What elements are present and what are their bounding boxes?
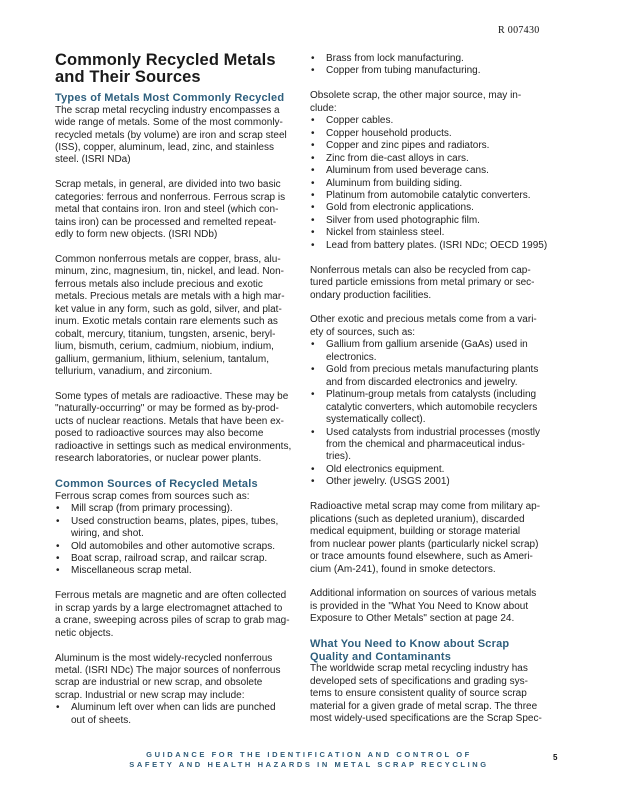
list-item [310,115,562,127]
list-item [310,202,562,214]
list-item-text: Platinum from automobile catalytic converters. [326,189,531,201]
list-item [310,476,562,488]
list-item-text: Old electronics equipment. [326,463,445,475]
text-line: tured particle emissions from metal primary or sec- [310,277,535,289]
text-line: ferrous metals also include precious and exotic [55,278,263,290]
list-item-text: Mill scrap (from primary processing). [71,503,233,515]
bullet-list [55,503,305,578]
list-item [310,140,562,152]
bullet-icon: • [311,189,315,201]
list-item-text: Aluminum left over when can lids are punched [71,702,276,714]
list-item-text: Boat scrap, railroad scrap, and railcar scrap. [71,552,268,564]
text-line: Quality and Contaminants [310,650,452,663]
paragraph-gap [55,466,305,478]
text-line: cobalt, mercury, titanium, tungsten, arsenic, beryl- [55,328,276,340]
list-item [55,553,305,565]
list-item-text: and from discarded electronics and jewelry. [326,376,518,388]
bullet-icon: • [311,127,315,139]
text-line: Other exotic and precious metals come from a vari- [310,314,537,326]
text-line: a crane, sweeping across piles of scrap to grab mag- [55,615,290,627]
text-line: scrap. Industrial or new scrap may include: [55,689,245,701]
list-item [310,165,562,177]
text-line: developed sets of specifications and grading sys- [310,675,528,687]
text-line: inum. Exotic metals contain rare elements such as [55,316,278,328]
paragraph [310,90,562,115]
text-line: Additional information on sources of various metals [310,588,537,600]
text-line: most widely-used specifications are the Scrap Spec- [310,713,542,725]
bullet-icon: • [56,540,60,552]
paragraph [55,179,305,241]
bullet-icon: • [311,177,315,189]
bullet-icon: • [311,214,315,226]
bullet-icon: • [311,53,315,64]
text-line: Types of Metals Most Commonly Recycled [55,92,285,104]
text-line: metal that contains iron. Iron and steel (which con- [55,204,279,216]
list-item [310,215,562,227]
paragraph-gap [310,302,562,314]
bullet-icon: • [311,152,315,164]
text-line: Some types of metals are radioactive. These may be [55,390,289,402]
text-line: Ferrous scrap comes from sources such as: [55,490,250,502]
bullet-list [310,53,562,78]
text-line: Aluminum is the most widely-recycled nonferrous [55,652,273,664]
paragraph-gap [310,78,562,90]
bullet-list [55,702,305,727]
list-item-text: Silver from used photographic film. [326,214,480,226]
text-line: metal. (ISRI NDc) The major sources of nonferrous [55,665,281,677]
list-item [55,565,305,577]
list-item-text: Aluminum from used beverage cans. [326,165,489,177]
paragraph [310,265,562,302]
footer-line-1: GUIDANCE FOR THE IDENTIFICATION AND CONTROL OF [146,750,472,759]
list-item-text: Gallium from gallium arsenide (GaAs) used in [326,339,528,351]
paragraph-gap [310,626,562,638]
bullet-icon: • [311,227,315,239]
bullet-icon: • [311,165,315,177]
text-line: (ISS), copper, aluminum, lead, zinc, and stainless [55,141,274,153]
list-item-text: from the chemical and pharmaceutical indus- [326,439,525,450]
paragraph-gap [310,489,562,501]
text-line: tellurium, vanadium, and zirconium. [55,366,213,378]
list-item [310,389,562,426]
text-line: research laboratories, or nuclear power plants. [55,453,262,465]
text-line: posed to radioactive sources may also become [55,428,264,440]
paragraph [310,663,562,725]
text-line: Obsolete scrap, the other major source, may in- [310,90,522,102]
text-line: and Their Sources [55,67,201,86]
text-line: Scrap metals, in general, are divided into two basic [55,179,281,191]
bullet-icon: • [311,239,315,251]
text-line: Nonferrous metals can also be recycled from cap- [310,264,531,276]
text-line: steel. (ISRI NDa) [55,154,131,166]
bullet-icon: • [56,702,60,714]
text-line: gallium, germanium, lithium, selenium, tantalum, [55,353,269,365]
bullet-list [310,115,562,252]
paragraph [55,254,305,379]
text-line: What You Need to Know about Scrap [310,638,510,651]
list-item [310,464,562,476]
bullet-icon: • [311,389,315,401]
list-item-text: Brass from lock manufacturing. [326,53,464,64]
page-number: 5 [553,753,558,762]
text-line: tains iron) can be processed and remelted repeat- [55,216,277,228]
left-column [55,52,305,727]
list-item-text: systematically collect). [326,414,426,426]
list-item-text: Copper from tubing manufacturing. [326,65,481,77]
list-item [310,178,562,190]
bullet-icon: • [311,339,315,351]
bullet-icon: • [311,476,315,488]
list-item [310,128,562,140]
list-item [310,364,562,389]
paragraph [310,501,562,576]
bullet-icon: • [311,140,315,152]
paragraph [55,491,305,503]
bullet-icon: • [311,463,315,475]
text-line: ondary production facilities. [310,289,432,301]
text-line: metals. Precious metals are metals with a high mar- [55,291,285,303]
paragraph [310,588,562,625]
paragraph-gap [55,242,305,254]
bullet-icon: • [311,115,315,127]
paragraph-gap [55,167,305,179]
document-id: R 007430 [498,25,540,36]
text-line: The worldwide scrap metal recycling industry has [310,663,528,675]
text-line: netic objects. [55,627,114,639]
paragraph [55,105,305,167]
text-line: or trace amounts found elsewhere, such as Ameri- [310,551,533,563]
text-line: in scrap yards by a large electromagnet attached to [55,602,283,614]
list-item [55,702,305,727]
section-heading [55,478,305,491]
paragraph [55,391,305,466]
footer-line-2: SAFETY AND HEALTH HAZARDS IN METAL SCRAP RECYCLING [129,760,489,769]
right-column [310,53,562,726]
list-item-text: wiring, and shot. [71,528,144,540]
bullet-icon: • [311,426,315,438]
text-line: ety of sources, such as: [310,326,416,338]
text-line: Radioactive metal scrap may come from military ap- [310,501,541,513]
list-item-text: out of sheets. [71,714,132,726]
section-heading [310,638,562,663]
text-line: cium (Am-241), found in smoke detectors. [310,563,496,575]
list-item-text: Copper cables. [326,115,394,127]
section-heading [55,92,305,105]
list-item-text: catalytic converters, which automobile recyclers [326,401,538,413]
bullet-icon: • [56,565,60,577]
list-item-text: Copper household products. [326,127,452,139]
list-item-text: electronics. [326,351,377,363]
text-line: Exposure to Other Metals" section at page 24. [310,613,515,625]
text-line: edly to form new objects. (ISRI NDb) [55,229,218,241]
list-item-text: Zinc from die-cast alloys in cars. [326,152,469,164]
text-line: minum, zinc, magnesium, tin, nickel, and lead. Non- [55,266,284,278]
text-line: lium, bismuth, cerium, cadmium, niobium, indium, [55,341,274,353]
list-item-text: Copper and zinc pipes and radiators. [326,140,490,152]
text-line: is provided in the "What You Need to Know about [310,600,529,612]
list-item [310,65,562,77]
list-item [310,53,562,65]
text-line: radioactive in settings such as medical environments, [55,440,292,452]
list-item-text: Old automobiles and other automotive scraps. [71,540,275,552]
paragraph-gap [310,576,562,588]
text-line: Common nonferrous metals are copper, brass, alu- [55,254,281,265]
paragraph [55,653,305,703]
text-line: plications (such as depleted uranium), discarded [310,513,525,525]
text-line: Ferrous metals are magnetic and are often collected [55,590,287,602]
list-item-text: Used construction beams, plates, pipes, tubes, [71,515,279,527]
list-item-text: tries). [326,451,351,463]
bullet-icon: • [311,202,315,214]
text-line: wide range of metals. Some of the most commonly- [55,117,283,129]
text-line: scrap are industrial or new scrap, and obsolete [55,677,263,689]
list-item [310,153,562,165]
text-line: Common Sources of Recycled Metals [55,478,258,491]
text-line: medical equipment, building or storage material [310,526,521,538]
list-item [310,190,562,202]
paragraph [55,590,305,640]
text-line: "naturally-occurring" or may be formed as by-prod- [55,403,279,415]
list-item-text: Nickel from stainless steel. [326,227,445,239]
list-item-text: Other jewelry. (USGS 2001) [326,476,450,488]
paragraph [310,314,562,339]
bullet-list [310,339,562,488]
list-item-text: Lead from battery plates. (ISRI NDc; OECD 1995) [326,239,548,251]
list-item-text: Gold from precious metals manufacturing plants [326,364,539,376]
text-line: Commonly Recycled Metals [55,51,276,69]
bullet-icon: • [56,503,60,515]
text-line: material for a given grade of metal scrap. The three [310,700,538,712]
footer [0,750,618,770]
list-item [310,427,562,464]
text-line: ket value in any form, such as gold, silver, and plat- [55,303,282,315]
text-line: The scrap metal recycling industry encompasses a [55,104,280,116]
page-title [55,52,305,85]
paragraph-gap [55,640,305,652]
bullet-icon: • [56,515,60,527]
text-line: categories: ferrous and nonferrous. Ferrous scrap is [55,191,286,203]
paragraph-gap [55,578,305,590]
list-item-text: Miscellaneous scrap metal. [71,565,192,577]
bullet-icon: • [311,65,315,77]
text-line: from nuclear power plants (particularly nickel scrap) [310,538,539,550]
paragraph-gap [55,379,305,391]
list-item-text: Used catalysts from industrial processes (mostly [326,426,540,438]
list-item [310,339,562,364]
list-item [310,227,562,239]
list-item-text: Platinum-group metals from catalysts (including [326,389,537,401]
list-item-text: Aluminum from building siding. [326,177,463,189]
bullet-icon: • [311,364,315,376]
list-item [55,541,305,553]
list-item [310,240,562,252]
text-line: recycled metals (by volume) are iron and scrap steel [55,129,287,141]
list-item [55,516,305,541]
paragraph-gap [310,252,562,264]
list-item [55,503,305,515]
text-line: tems to ensure consistent quality of source scrap [310,688,527,700]
list-item-text: Gold from electronic applications. [326,202,474,214]
bullet-icon: • [56,552,60,564]
text-line: clude: [310,102,337,114]
text-line: ucts of nuclear reactions. Metals that have been ex- [55,415,285,427]
